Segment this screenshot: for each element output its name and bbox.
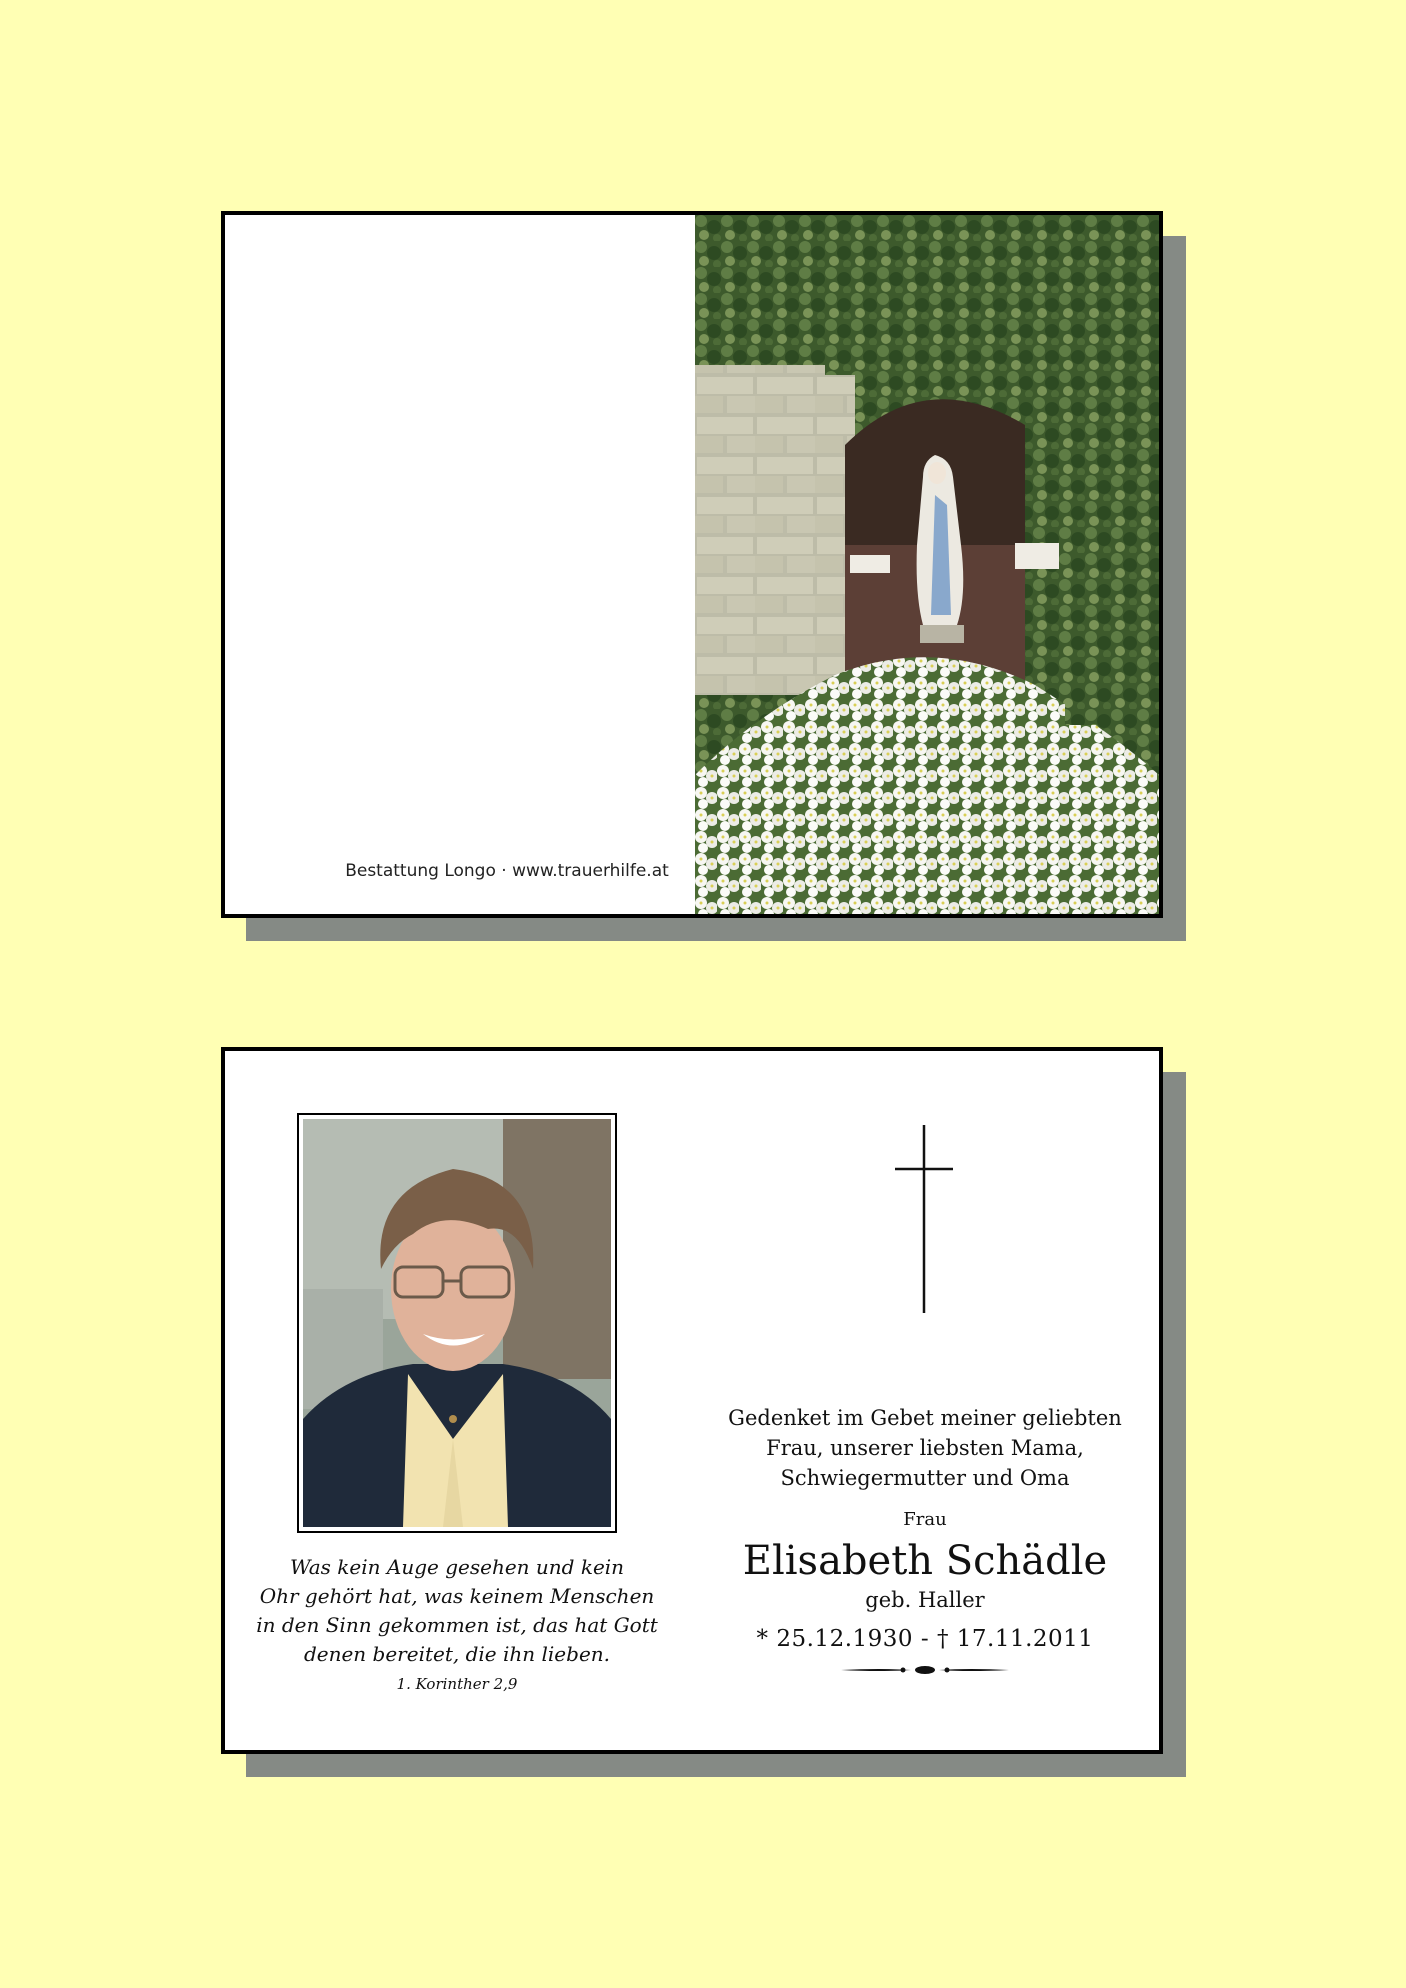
life-dates: * 25.12.1930 - † 17.11.2011 [756, 1626, 1094, 1652]
portrait-photo [303, 1119, 611, 1527]
card-inside [221, 1047, 1163, 1754]
card-front [221, 211, 1163, 918]
memorial-text [705, 1403, 1145, 1676]
verse-line: in den Sinn gekommen ist, das hat Gott [256, 1613, 658, 1637]
intro-line: Frau, unserer liebsten Mama, [766, 1436, 1084, 1460]
maiden-name: geb. Haller [865, 1588, 985, 1612]
divider-ornament [841, 1664, 1009, 1676]
verse-line: Ohr gehört hat, was keinem Menschen [259, 1584, 655, 1608]
verse-line: denen bereitet, die ihn lieben. [303, 1642, 611, 1666]
deceased-name: Elisabeth Schädle [742, 1538, 1108, 1584]
portrait-frame [297, 1113, 617, 1533]
intro-line: Gedenket im Gebet meiner geliebten [728, 1406, 1122, 1430]
intro-line: Schwiegermutter und Oma [780, 1466, 1070, 1490]
bible-verse [251, 1553, 663, 1669]
verse-line: Was kein Auge gesehen und kein [289, 1555, 625, 1579]
honorific: Frau [903, 1509, 947, 1530]
verse-reference: 1. Korinther 2,9 [396, 1675, 518, 1693]
latin-cross-icon [895, 1125, 953, 1313]
grotto-madonna-photo [695, 215, 1159, 914]
funeral-home-credit: Bestattung Longo · www.trauerhilfe.at [345, 861, 669, 881]
